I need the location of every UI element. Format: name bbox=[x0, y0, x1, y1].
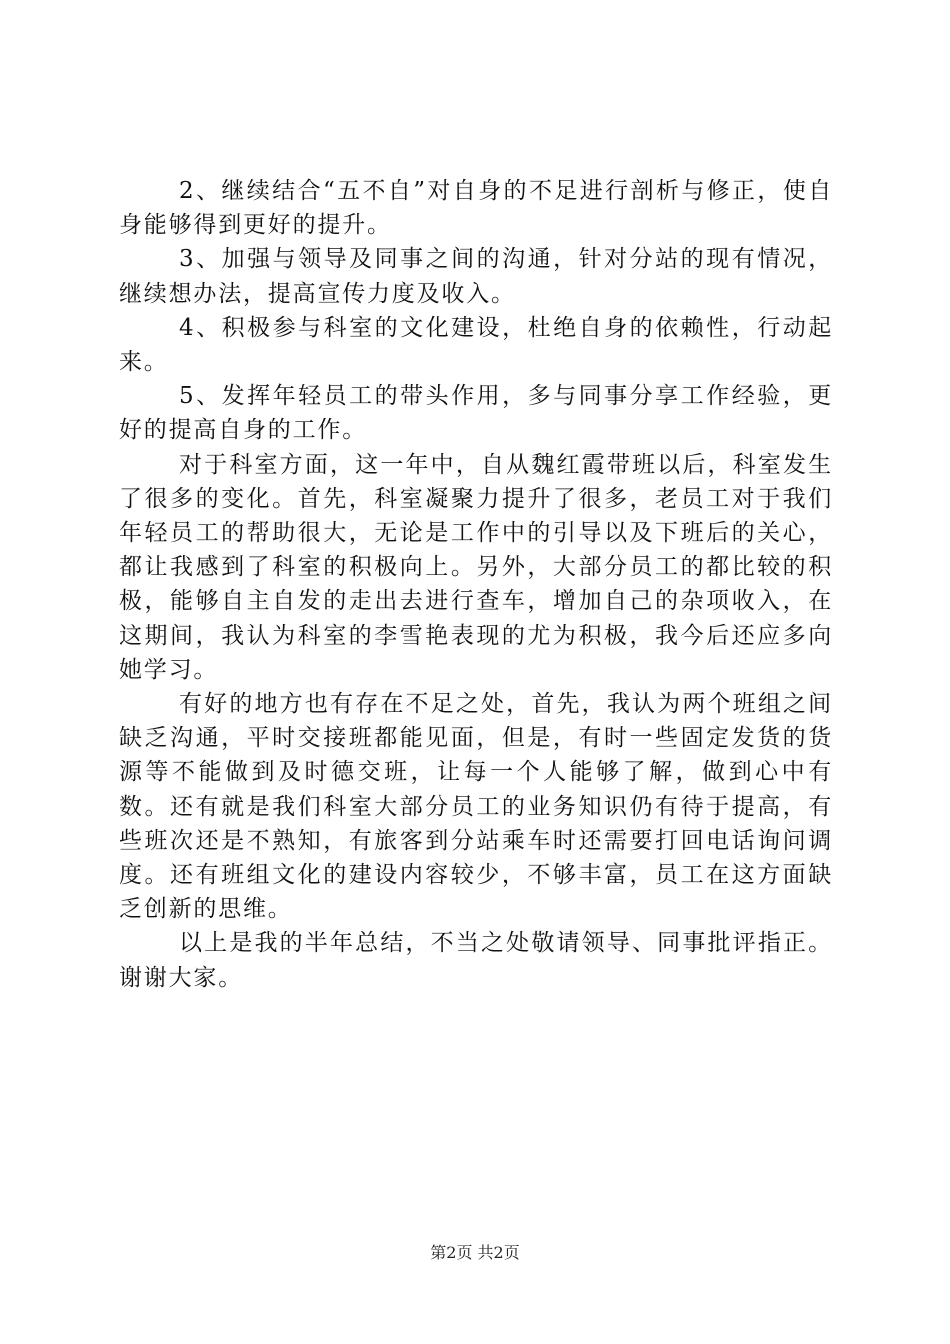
paragraph-item-2: 2、继续结合“五不自”对自身的不足进行剖析与修正，使自身能够得到更好的提升。 bbox=[119, 178, 833, 239]
paragraph-item-5: 5、发挥年轻员工的带头作用，多与同事分享工作经验，更好的提高自身的工作。 bbox=[119, 383, 833, 444]
paragraph-shortcomings: 有好的地方也有存在不足之处，首先，我认为两个班组之间缺乏沟通，平时交接班都能见面，但是，有时一些固定发货的货源等不能做到及时德交班，让每一个人能够了解，做到心中有数。还有就是我们科室大部分员工的业务知识仍有待于提高，有些班次还是不熟知，有旅客到分站乘车时还需要打回电话询问调度。还有班组文化的建设内容较少，不够丰富，员工在这方面缺乏创新的思维。 bbox=[119, 691, 833, 923]
document-body bbox=[119, 174, 833, 995]
paragraph-item-4: 4、积极参与科室的文化建设，杜绝自身的依赖性，行动起来。 bbox=[119, 314, 833, 376]
paragraph-item-3: 3、加强与领导及同事之间的沟通，针对分站的现有情况，继续想办法，提高宣传力度及收入。 bbox=[119, 246, 833, 307]
paragraph-department-review: 对于科室方面，这一年中，自从魏红霞带班以后，科室发生了很多的变化。首先，科室凝聚力提升了很多，老员工对于我们年轻员工的帮助很大，无论是工作中的引导以及下班后的关心，都让我感到了科室的积极向上。另外，大部分员工的都比较的积极，能够自主自发的走出去进行查车，增加自己的杂项收入，在这期间，我认为科室的李雪艳表现的尤为积极，我今后还应多向她学习。 bbox=[119, 451, 833, 683]
paragraph-closing: 以上是我的半年总结，不当之处敬请领导、同事批评指正。谢谢大家。 bbox=[119, 930, 833, 991]
page-footer: 第2页 共2页 bbox=[430, 1243, 520, 1262]
